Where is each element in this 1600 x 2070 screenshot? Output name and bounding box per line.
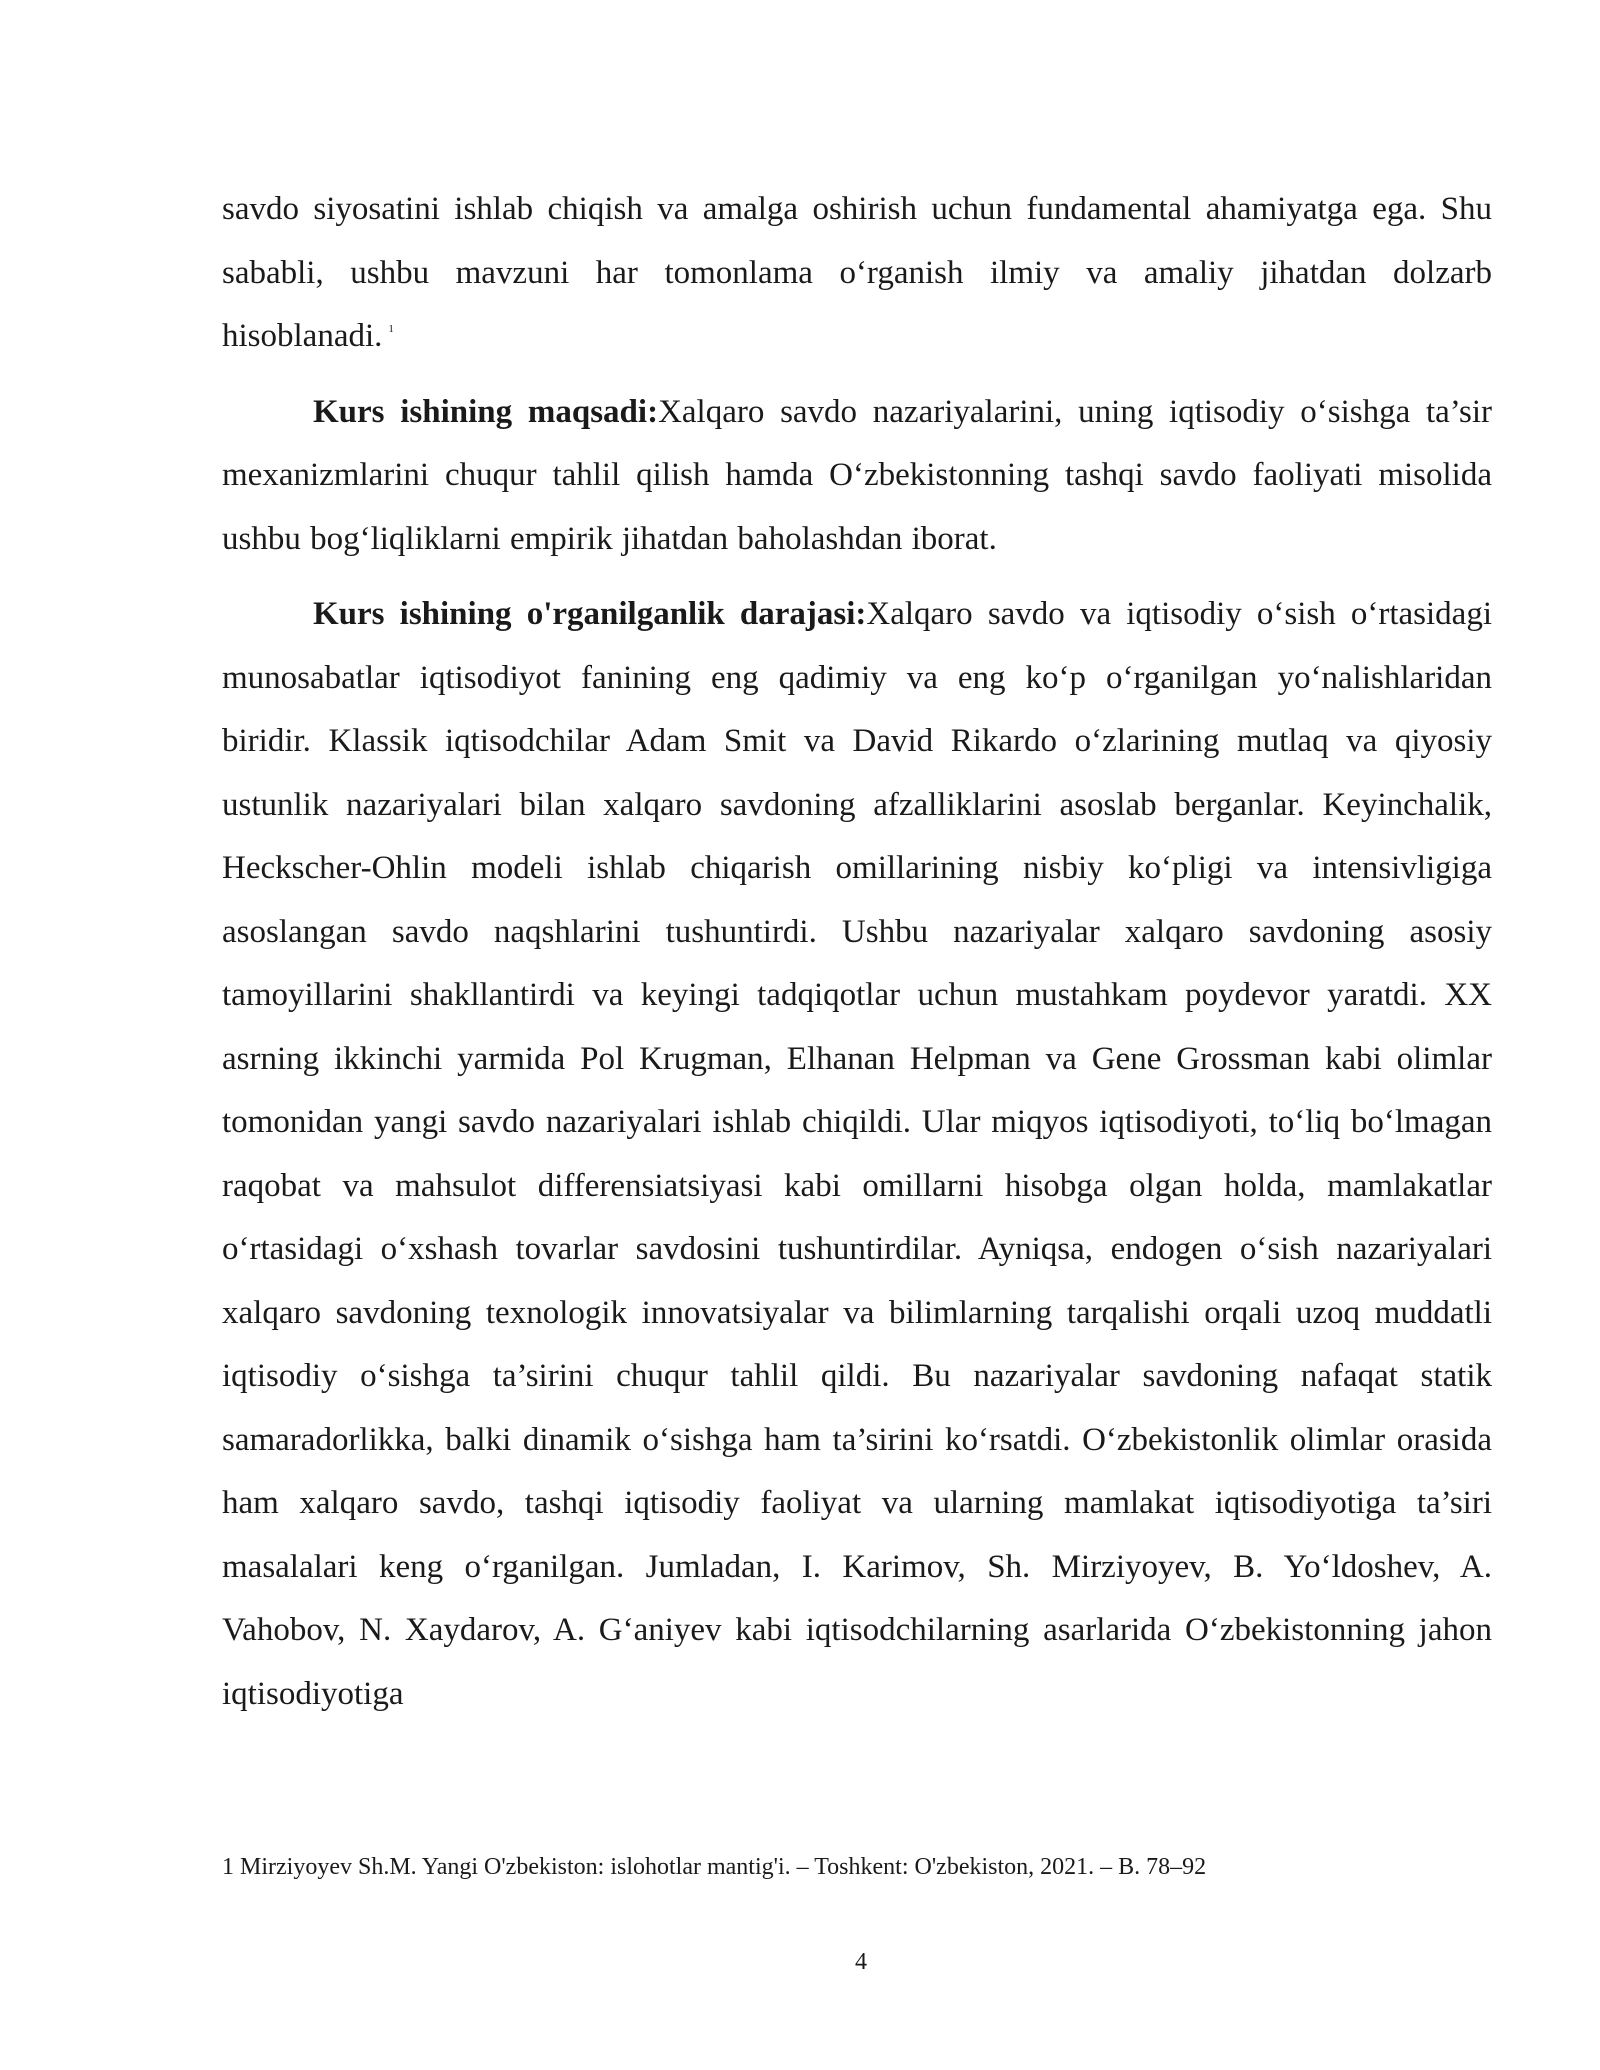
footnote-text: Mirziyoyev Sh.M. Yangi O'zbekiston: islohotlar mantig'i. – Toshkent: O'zbekiston, 2021. – B. 78–92 — [240, 1854, 1207, 1880]
continuation-paragraph — [222, 178, 1492, 369]
goal-text: Xalqaro savdo nazariyalarini, uning iqtisodiy o‘sishga ta’sir mexanizmlarini chuqur tahlil qilish hamda O‘zbekistonning tashqi savdo faoliyati misolida ushbu bog‘liqliklarni empirik jihatdan baholashdan iborat. — [222, 393, 1492, 557]
footnote-reference: 1 — [388, 323, 394, 335]
page-number: 4 — [855, 1949, 867, 1975]
study-level-paragraph — [222, 583, 1492, 1726]
footnote-number: 1 — [222, 1854, 234, 1880]
study-level-heading: Kurs ishining o'rganilganlik darajasi: — [313, 596, 867, 632]
study-level-text: Xalqaro savdo va iqtisodiy o‘sish o‘rtasidagi munosabatlar iqtisodiyot fanining eng qadimiy va eng ko‘p o‘rganilgan yo‘nalishlaridan biridir. Klassik iqtisodchilar Adam Smit va David Rikardo o‘zlarining mutlaq va qiyosiy ustunlik nazariyalari bilan xalqaro savdoning afzalliklarini asoslab berganlar. Keyinchalik, Heckscher-Ohlin modeli ishlab chiqarish omillarining nisbiy ko‘pligi va intensivligiga asoslangan savdo naqshlarini tushuntirdi. Ushbu nazariyalar xalqaro savdoning asosiy tamoyillarini shakllantirdi va keyingi tadqiqotlar uchun mustahkam poydevor yaratdi. XX asrning ikkinchi yarmida Pol Krugman, Elhanan Helpman va Gene Grossman kabi olimlar tomonidan yangi savdo nazariyalari ishlab chiqildi. Ular miqyos iqtisodiyoti, to‘liq bo‘lmagan raqobat va mahsulot differensiatsiyasi kabi omillarni hisobga olgan holda, mamlakatlar o‘rtasidagi o‘xshash tovarlar savdosini tushuntirdilar. Ayniqsa, endogen o‘sish nazariyalari xalqaro savdoning texnologik innovatsiyalar va bilimlarning tarqalishi orqali uzoq muddatli iqtisodiy o‘sishga ta’sirini chuqur tahlil qildi. Bu nazariyalar savdoning nafaqat statik samaradorlikka, balki dinamik o‘sishga ham ta’sirini ko‘rsatdi. O‘zbekistonlik olimlar orasida ham xalqaro savdo, tashqi iqtisodiy faoliyat va ularning mamlakat iqtisodiyotiga ta’siri masalalari keng o‘rganilgan. Jumladan, I. Karimov, Sh. Mirziyoyev, B. Yo‘ldoshev, A. Vahobov, N. Xaydarov, A. G‘aniyev kabi iqtisodchilarning asarlarida O‘zbekistonning jahon iqtisodiyotiga — [222, 596, 1492, 1712]
footnote — [222, 1852, 1206, 1882]
goal-heading: Kurs ishining maqsadi: — [313, 393, 659, 430]
continuation-text: savdo siyosatini ishlab chiqish va amalga oshirish uchun fundamental ahamiyatga ega. Shu sababli, ushbu mavzuni har tomonlama o‘rganish ilmiy va amaliy jihatdan dolzarb hisoblanadi. — [222, 191, 1492, 354]
page-body — [222, 178, 1492, 1726]
goal-paragraph — [222, 381, 1492, 572]
